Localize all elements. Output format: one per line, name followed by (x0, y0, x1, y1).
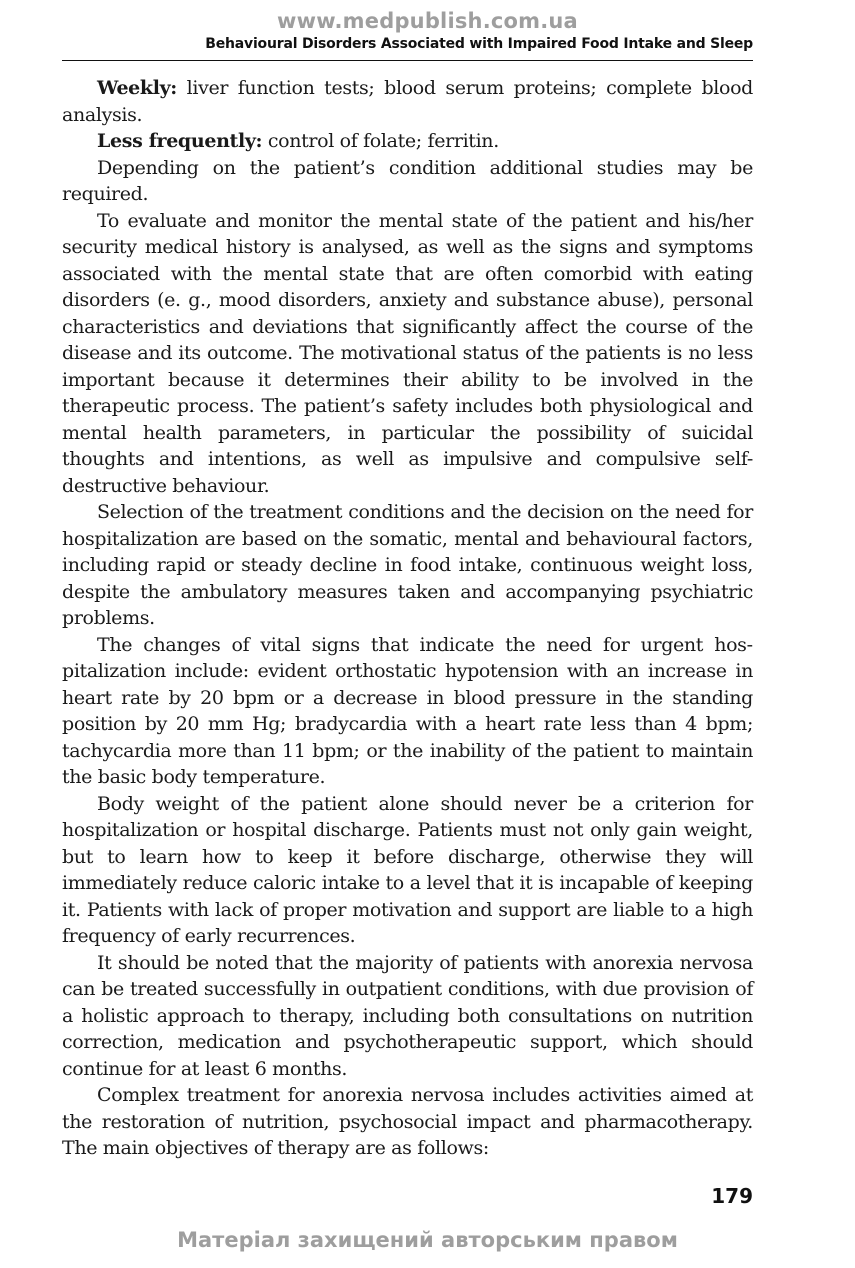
paragraph-lead: Weekly: (97, 77, 177, 99)
header-rule (62, 60, 753, 61)
watermark-bottom: Матеріал захищений авторським правом (177, 1228, 678, 1252)
paragraph (62, 950, 753, 1083)
body-text (62, 75, 753, 1162)
paragraph (62, 1082, 753, 1162)
paragraph-text: Body weight of the patient alone should never be a criterion for hospitalization or hospital discharge. Patients must not only gain weight, but to learn how to keep it before discharge, otherwise they will immediately reduce caloric intake to a level that it is incapable of keeping it. Patients with lack of proper motivation and support are liable to a high frequency of early recurrences. (62, 792, 753, 947)
paragraph (62, 791, 753, 950)
paragraph-text: It should be noted that the majority of patients with anorexia nervosa can be treated successfully in outpatient conditions, with due provision of a holistic approach to therapy, including both consultations on nutrition correction, medication and psychotherapeutic support, which should continue for at least 6 months. (62, 951, 753, 1080)
paragraph (62, 208, 753, 500)
paragraph-text: To evaluate and monitor the mental state of the patient and his/her security medical history is analysed, as well as the signs and symptoms associated with the mental state that are often comorbid with eating disorders (e. g., mood disorders, anxiety and substance abuse), personal characteristics and deviations that significantly affect the course of the disease and its outcome. The motivational status of the patients is no less important because it determines their ability to be involved in the therapeutic process. The patient’s safety includes both physiological and mental health parameters, in particular the possibility of suicidal thoughts and intentions, as well as impulsive and compulsive self-destructive behaviour. (62, 209, 753, 497)
paragraph-text: Selection of the treatment conditions and the decision on the need for hospitalization are based on the somatic, mental and behavioural factors, including rapid or steady decline in food intake, continuous weight loss, despite the ambulatory measures taken and accompanying psychiatric problems. (62, 501, 753, 629)
paragraph (62, 128, 753, 155)
paragraph (62, 75, 753, 128)
paragraph (62, 155, 753, 208)
watermark-top: www.medpublish.com.ua (277, 9, 578, 33)
page-number: 179 (711, 1184, 753, 1208)
paragraph-text: control of folate; ferritin. (262, 130, 499, 152)
paragraph (62, 499, 753, 632)
paragraph-lead: Less frequently: (97, 130, 263, 152)
paragraph (62, 632, 753, 791)
paragraph-text: Complex treatment for anorexia nervosa includes activities aimed at the restoration of nutrition, psychosocial impact and pharmacotherapy. The main objectives of therapy are as follows: (62, 1084, 753, 1159)
running-header: Behavioural Disorders Associated with Impaired Food Intake and Sleep (205, 36, 753, 52)
paragraph-text: Depending on the patient’s condition additional studies may be required. (62, 156, 753, 205)
paragraph-text: liver function tests; blood serum proteins; complete blood analysis. (62, 77, 753, 126)
paragraph-text: The changes of vital signs that indicate the need for urgent hospitalization include: evident orthostatic hypotension with an increase in heart rate by 20 bpm or a decrease in blood pressure in the standing position by 20 mm Hg; bradycardia with a heart rate less than 4 bpm; tachycardia more than 11 bpm; or the inability of the patient to maintain the basic body temperature. (62, 633, 753, 788)
